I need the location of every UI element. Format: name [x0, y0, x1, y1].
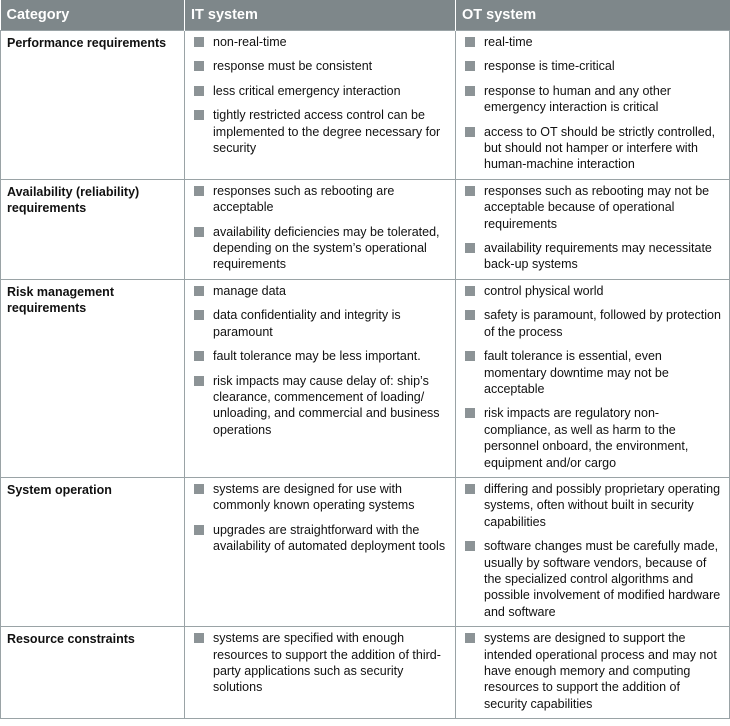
it-bullet-list: [191, 34, 449, 156]
list-item: [462, 83, 723, 116]
table-row: [1, 477, 730, 626]
list-item: [462, 538, 723, 620]
list-item: [191, 630, 449, 696]
square-bullet-icon: [194, 286, 204, 296]
category-cell: Risk management requirements: [1, 279, 185, 477]
list-item: [462, 58, 723, 74]
table-row: [1, 179, 730, 279]
square-bullet-icon: [465, 351, 475, 361]
it-cell: [185, 179, 456, 279]
square-bullet-icon: [194, 484, 204, 494]
list-item-text: systems are designed to support the intended operational process and may not have enough memory and computing resources to support the addition of security capabilities: [484, 631, 717, 711]
list-item: [462, 183, 723, 232]
list-item: [191, 348, 449, 364]
category-cell: Availability (reliability) requirements: [1, 179, 185, 279]
ot-bullet-list: [462, 283, 723, 471]
ot-bullet-list: [462, 34, 723, 173]
header-ot-system: OT system: [456, 0, 730, 31]
list-item: [191, 522, 449, 555]
list-item-text: availability requirements may necessitate back-up systems: [484, 241, 712, 272]
list-item-text: responses such as rebooting are acceptable: [213, 183, 395, 215]
list-item: [462, 124, 723, 173]
list-item-text: control physical world: [484, 283, 604, 298]
table-body: [1, 31, 730, 719]
list-item-text: upgrades are straightforward with the availability of automated deployment tools: [213, 522, 446, 554]
list-item: [191, 307, 449, 340]
square-bullet-icon: [194, 186, 204, 196]
list-item-text: real-time: [484, 35, 533, 49]
list-item-text: fault tolerance is essential, even momentary downtime may not be acceptable: [484, 349, 669, 396]
list-item: [462, 283, 723, 299]
list-item-text: software changes must be carefully made, usually by software vendors, because of the specialized control algorithms and possible involvement of modified hardware and software: [484, 539, 721, 619]
list-item-text: response is time-critical: [484, 59, 615, 74]
list-item: [462, 307, 723, 340]
list-item-text: data confidentiality and integrity is paramount: [213, 308, 401, 339]
list-item-text: tightly restricted access control can be implemented to the degree necessary for security: [213, 108, 441, 156]
ot-bullet-list: [462, 630, 723, 712]
list-item-text: non-real-time: [213, 35, 287, 49]
square-bullet-icon: [194, 376, 204, 386]
square-bullet-icon: [194, 633, 204, 643]
table-row: [1, 627, 730, 719]
list-item: [462, 481, 723, 530]
list-item-text: systems are designed for use with commonly known operating systems: [213, 481, 415, 513]
square-bullet-icon: [465, 243, 475, 253]
square-bullet-icon: [194, 525, 204, 535]
list-item-text: risk impacts may cause delay of: ship’s clearance, commencement of loading/ unloading, and commercial and business operations: [213, 373, 440, 437]
list-item-text: fault tolerance may be less important.: [213, 349, 421, 364]
list-item: [462, 630, 723, 712]
list-item: [191, 481, 449, 514]
square-bullet-icon: [194, 110, 204, 120]
category-cell: Performance requirements: [1, 31, 185, 180]
list-item: [191, 58, 449, 74]
square-bullet-icon: [465, 86, 475, 96]
list-item: [462, 348, 723, 397]
square-bullet-icon: [194, 61, 204, 71]
it-cell: [185, 31, 456, 180]
square-bullet-icon: [465, 408, 475, 418]
list-item-text: availability deficiencies may be tolerated, depending on the system’s operational requirements: [213, 224, 440, 272]
ot-cell: [456, 477, 730, 626]
it-bullet-list: [191, 183, 449, 273]
list-item: [191, 83, 449, 99]
header-category: Category: [1, 0, 185, 31]
ot-bullet-list: [462, 481, 723, 620]
it-cell: [185, 477, 456, 626]
square-bullet-icon: [465, 127, 475, 137]
square-bullet-icon: [194, 227, 204, 237]
square-bullet-icon: [465, 633, 475, 643]
list-item: [191, 34, 449, 50]
list-item-text: safety is paramount, followed by protection of the process: [484, 308, 721, 339]
square-bullet-icon: [465, 310, 475, 320]
table-row: [1, 279, 730, 477]
category-cell: System operation: [1, 477, 185, 626]
list-item: [191, 373, 449, 439]
table-row: [1, 31, 730, 180]
ot-bullet-list: [462, 183, 723, 273]
ot-cell: [456, 279, 730, 477]
list-item: [191, 224, 449, 273]
square-bullet-icon: [465, 484, 475, 494]
category-cell: Resource constraints: [1, 627, 185, 719]
list-item: [462, 34, 723, 50]
list-item-text: differing and possibly proprietary operating systems, often without built in security capabilities: [484, 481, 721, 529]
list-item-text: access to OT should be strictly controlled, but should not hamper or interfere with human-machine interaction: [484, 124, 716, 172]
square-bullet-icon: [465, 541, 475, 551]
header-row: [1, 0, 730, 31]
list-item: [191, 283, 449, 299]
list-item-text: manage data: [213, 283, 286, 298]
it-cell: [185, 279, 456, 477]
list-item-text: systems are specified with enough resources to support the addition of third-party applications such as security solutions: [213, 631, 441, 695]
list-item: [191, 183, 449, 216]
square-bullet-icon: [194, 310, 204, 320]
list-item-text: response to human and any other emergency interaction is critical: [484, 83, 671, 115]
square-bullet-icon: [194, 86, 204, 96]
list-item-text: responses such as rebooting may not be acceptable because of operational requirements: [484, 183, 710, 231]
list-item: [462, 240, 723, 273]
ot-cell: [456, 627, 730, 719]
ot-cell: [456, 179, 730, 279]
it-bullet-list: [191, 481, 449, 555]
square-bullet-icon: [465, 61, 475, 71]
square-bullet-icon: [194, 351, 204, 361]
square-bullet-icon: [465, 186, 475, 196]
list-item-text: risk impacts are regulatory non-compliance, as well as harm to the personnel onboard, the environment, equipment and/or cargo: [484, 406, 689, 470]
square-bullet-icon: [465, 37, 475, 47]
it-bullet-list: [191, 283, 449, 438]
it-cell: [185, 627, 456, 719]
square-bullet-icon: [465, 286, 475, 296]
header-it-system: IT system: [185, 0, 456, 31]
list-item-text: less critical emergency interaction: [213, 83, 401, 98]
square-bullet-icon: [194, 37, 204, 47]
ot-cell: [456, 31, 730, 180]
list-item: [462, 405, 723, 471]
it-bullet-list: [191, 630, 449, 696]
list-item-text: response must be consistent: [213, 59, 373, 74]
list-item: [191, 107, 449, 156]
